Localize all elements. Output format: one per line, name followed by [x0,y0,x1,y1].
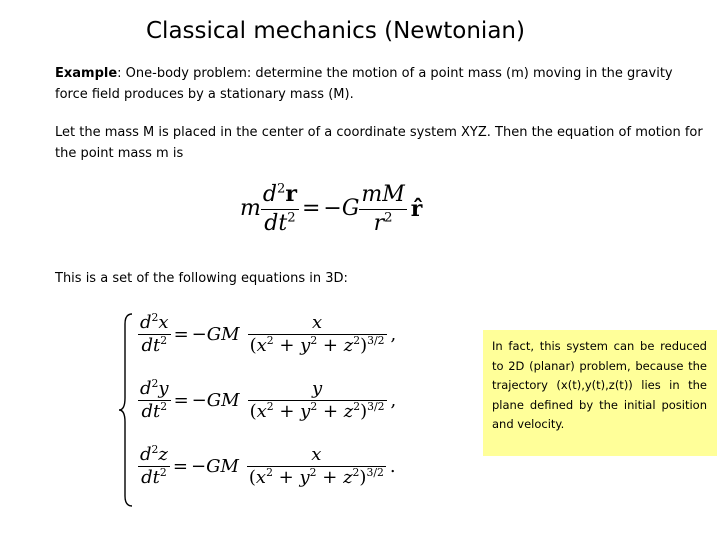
example-text: : One-body problem: determine the motion of a point mass (m) moving in the gravity force field produces by a stationary mass (M). [55,66,673,102]
example-label: Example [55,66,118,81]
equation-of-motion: m $\frac{d^2r}{dt^2}$ = −G $\frac{mM}{r^2}$ r̂ [240,181,423,236]
eq-force-fraction: $\frac{mM}{r^2}$ [361,181,405,236]
left-brace-icon [118,312,134,508]
setup-paragraph: Let the mass M is placed in the center of a coordinate system XYZ. Then the equation of motion for the point mass m is [55,125,703,161]
note-box: In fact, this system can be reduced to 2D (planar) problem, because the trajectory (x(t),y(t),z(t)) lies in the plane defined by the initial position and velocity. [483,330,717,456]
slide-title: Classical mechanics (Newtonian) [146,18,525,44]
equation-x: $\frac{d^2x}{dt^2}$ = −GM $\frac{x}{(x^2 + y^2 + z^2)^{3/2}}$ , [140,310,397,356]
eq-second-derivative: $\frac{d^2r}{dt^2}$ [262,181,297,236]
equation-z: $\frac{d^2z}{dt^2}$ = −GM $\frac{x}{(x^2 + y^2 + z^2)^{3/2}}$ . [140,442,396,488]
equation-y: $\frac{d^2y}{dt^2}$ = −GM $\frac{y}{(x^2 + y^2 + z^2)^{3/2}}$ , [140,376,397,422]
eq-unit-vector: r̂ [410,196,423,222]
eq-term-m: m [240,196,261,221]
example-paragraph [55,63,705,105]
system-intro-paragraph: This is a set of the following equations in 3D: [55,271,348,286]
